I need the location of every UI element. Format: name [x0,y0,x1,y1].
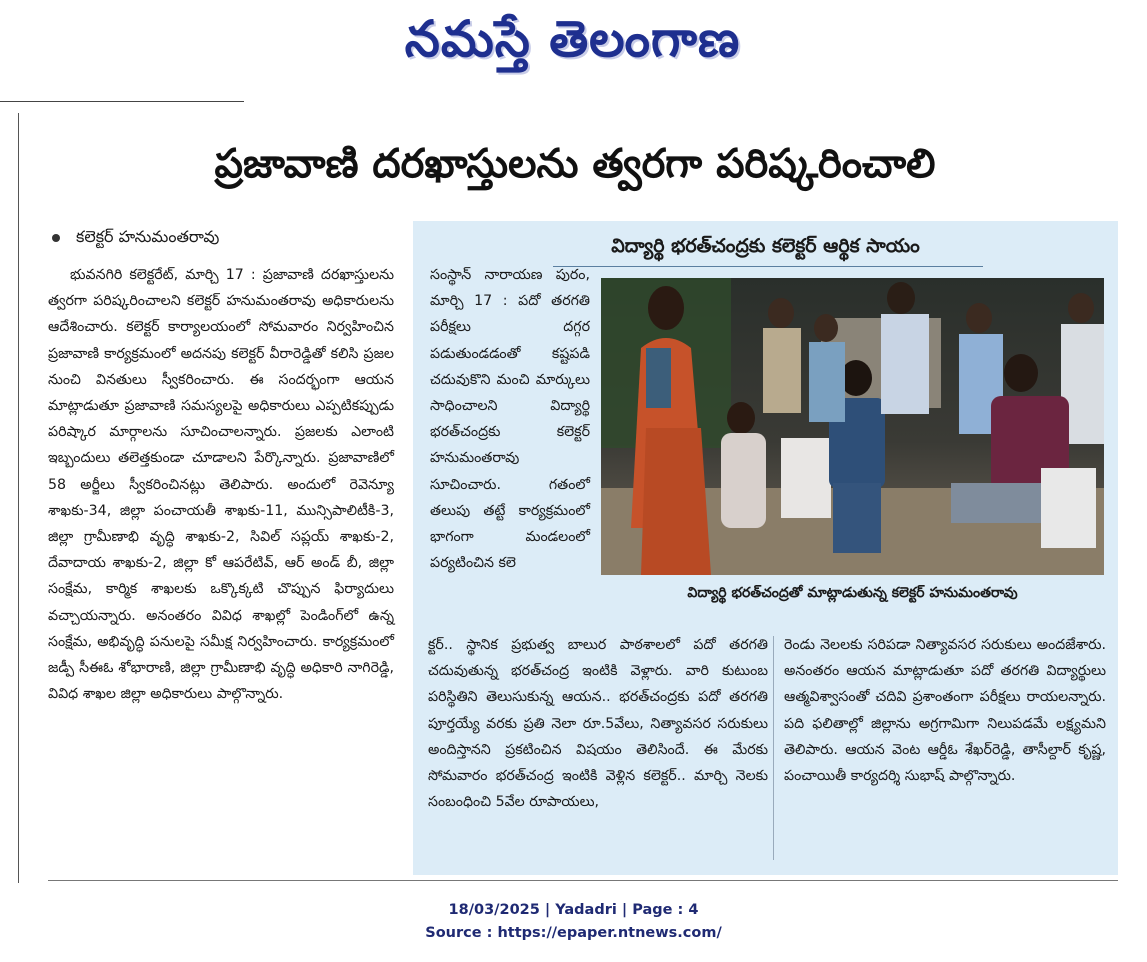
page-footer [0,899,1147,945]
newspaper-logo: నమస్తే తెలంగాణ [404,9,741,68]
byline [52,226,219,248]
left-article-column [48,262,394,707]
left-article-body: భువనగిరి కలెక్టరేట్, మార్చి 17 : ప్రజావాణి దరఖాస్తులను త్వరగా పరిష్కరించాలని కలెక్టర్ హనుమంతరావు అధికారులను ఆదేశించారు. కలెక్టర్ కార్యాలయంలో సోమవారం నిర్వహించిన ప్రజావాణి కార్యక్రమంలో అదనపు కలెక్టర్ వీరారెడ్డితో కలిసి ప్రజల నుంచి వినతులు స్వీకరించారు. ఈ సందర్భంగా ఆయన మాట్లాడుతూ ప్రజావాణి సమస్యలపై అధికారులు ఎప్పటికప్పుడు పరిష్కార మార్గాలను సూచించాలన్నారు. ప్రజలకు ఎలాంటి ఇబ్బందులు తలెత్తకుండా చూడాలని పేర్కొన్నారు. ప్రజావాణిలో 58 అర్జీలు స్వీకరించినట్లు తెలిపారు. అందులో రెవెన్యూ శాఖకు-34, జిల్లా పంచాయతీ శాఖకు-11, మున్సిపాలిటీకి-3, జిల్లా గ్రామీణాభి వృద్ధి శాఖకు-2, సివిల్ సప్లయ్ శాఖకు-2, దేవాదాయ శాఖకు-2, జిల్లా కో ఆపరేటివ్, ఆర్ అండ్ బీ, జిల్లా సంక్షేమ, కార్మిక శాఖలకు ఒక్కొక్కటి చొప్పున ఫిర్యాదులు వచ్చాయన్నారు. అనంతరం వివిధ శాఖల్లో పెండింగ్‌లో ఉన్న సంక్షేమ, అభివృద్ధి పనులపై సమీక్ష నిర్వహించారు. కార్యక్రమంలో జడ్పీ సీఈఓ శోభారాణి, జిల్లా గ్రామీణాభి వృద్ధి అధికారి నాగిరెడ్డి, వివిధ శాఖల జిల్లా అధికారులు పాల్గొన్నారు. [48,267,394,703]
footer-source[interactable]: Source : https://epaper.ntnews.com/ [425,925,722,941]
bottom-divider [48,880,1118,881]
article-headline: ప్రజావాణి దరఖాస్తులను త్వరగా పరిష్కరించాలి [214,141,936,187]
sidebar-narrow-column: సంస్థాన్ నారాయణ పురం, మార్చి 17 : పదో తరగతి పరీక్షలు దగ్గర పడుతుండడంతో కష్టపడి చదువుకొని మంచి మార్కులు సాధించాలని విద్యార్థి భరత్‌చంద్రకు కలెక్టర్ హనుమంతరావు సూచించారు. గతంలో తలుపు తట్టే కార్యక్రమంలో భాగంగా మండలంలో పర్యటించిన కలె [430,267,590,572]
photo-caption: విద్యార్థి భరత్‌చంద్రతో మాట్లాడుతున్న కలెక్టర్ హనుమంతరావు [687,585,1018,601]
column-divider [773,636,774,860]
sidebar-middle-column: క్టర్.. స్థానిక ప్రభుత్వ బాలుర పాఠశాలలో పదో తరగతి చదువుతున్న భరత్‌చంద్ర ఇంటికి వెళ్లారు. వారి కుటుంబ పరిస్థితిని తెలుసుకున్న ఆయన.. భరత్‌చంద్రకు పదో తరగతి పూర్తయ్యే వరకు ప్రతి నెలా రూ.5వేలు, నిత్యావసర సరుకులు అందిస్తానని ప్రకటించిన విషయం తెలిసిందే. ఈ మేరకు సోమవారం భరత్‌చంద్ర ఇంటికి వెళ్లిన కలెక్టర్.. మార్చి నెలకు సంబంధించి 5వేల రూపాయలు, [428,637,768,811]
byline-text: కలెక్టర్ హనుమంతరావు [76,227,220,246]
photo-illustration [601,278,1104,575]
bullet-icon [52,234,60,242]
sidebar-title-text: విద్యార్థి భరత్‌చంద్రకు కలెక్టర్ ఆర్థిక సాయం [611,235,920,257]
sidebar-story-title [413,228,1118,264]
left-margin-rule [18,113,19,883]
masthead [0,0,1147,100]
masthead-divider [0,101,244,102]
news-photo [601,278,1104,575]
footer-date-edition: 18/03/2025 | Yadadri | Page : 4 [448,902,699,918]
title-underline [553,266,983,267]
sidebar-right-column: రెండు నెలలకు సరిపడా నిత్యావసర సరుకులు అందజేశారు. అనంతరం ఆయన మాట్లాడుతూ పదో తరగతి విద్యార్థులు ఆత్మవిశ్వాసంతో చదివి ప్రశాంతంగా పరీక్షలు రాయలన్నారు. పది ఫలితాల్లో జిల్లాను అగ్రగామిగా నిలుపడమే లక్ష్యమని తెలిపారు. ఆయన వెంట ఆర్డీఓ శేఖర్‌రెడ్డి, తాసీల్దార్ కృష్ణ, పంచాయితీ కార్యదర్శి సుభాష్ పాల్గొన్నారు. [784,637,1106,785]
